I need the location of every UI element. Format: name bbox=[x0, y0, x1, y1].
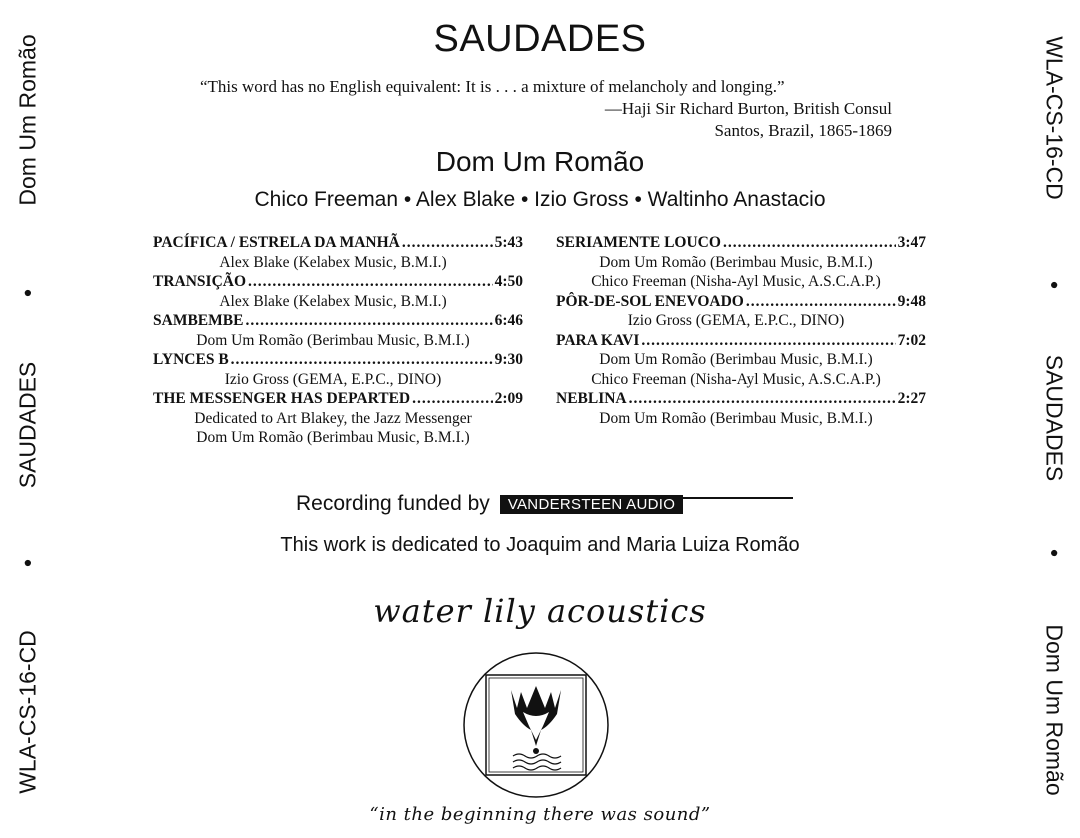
track-credit: Dom Um Romão (Berimbau Music, B.M.I.) bbox=[599, 351, 873, 368]
label-logo-text: water lily acoustics bbox=[373, 592, 707, 630]
dot-leader bbox=[402, 233, 493, 253]
track-title: SAMBEMBE bbox=[153, 312, 244, 329]
track-heading bbox=[556, 389, 926, 409]
track-title: SERIAMENTE LOUCO bbox=[556, 234, 721, 251]
track-duration: 6:46 bbox=[494, 312, 523, 329]
dot-leader bbox=[248, 272, 493, 292]
track-duration: 7:02 bbox=[897, 331, 926, 349]
spine-right-separator: • bbox=[1041, 280, 1068, 290]
track-credit: Chico Freeman (Nisha-Ayl Music, A.S.C.A.P.) bbox=[591, 370, 881, 388]
track-credit: Alex Blake (Kelabex Music, B.M.I.) bbox=[219, 253, 447, 271]
track-item bbox=[153, 272, 523, 311]
spine-left-artist: Dom Um Romão bbox=[14, 34, 41, 206]
track-duration: 9:48 bbox=[897, 292, 926, 310]
spine-right-title: SAUDADES bbox=[1041, 354, 1068, 482]
track-heading bbox=[153, 350, 523, 370]
track-duration: 9:30 bbox=[494, 351, 523, 368]
track-title: TRANSIÇÃO bbox=[153, 273, 247, 290]
spine-right-catalog: WLA-CS-16-CD bbox=[1041, 36, 1068, 200]
dot-leader bbox=[746, 292, 896, 312]
spine-right-artist: Dom Um Romão bbox=[1041, 624, 1068, 796]
dot-leader bbox=[723, 233, 896, 253]
spine-left-title: SAUDADES bbox=[14, 361, 41, 489]
track-heading bbox=[153, 233, 523, 253]
track-title: NEBLINA bbox=[556, 390, 627, 407]
right-spine bbox=[1020, 0, 1080, 838]
tracklist-left bbox=[153, 233, 523, 448]
dedication: This work is dedicated to Joaquim and Maria Luiza Romão bbox=[280, 534, 800, 556]
track-duration: 2:09 bbox=[494, 390, 523, 407]
track-credit: Dom Um Romão (Berimbau Music, B.M.I.) bbox=[196, 429, 470, 446]
dot-leader bbox=[641, 331, 895, 351]
musicians-list: Chico Freeman • Alex Blake • Izio Gross • Waltinho Anastacio bbox=[254, 188, 826, 211]
spine-right-separator: • bbox=[1041, 548, 1068, 558]
epigraph-quote bbox=[200, 76, 892, 142]
sponsor-badge: VANDERSTEEN AUDIO bbox=[500, 495, 683, 514]
track-credit: Izio Gross (GEMA, E.P.C., DINO) bbox=[627, 312, 845, 329]
artist-name: Dom Um Romão bbox=[435, 146, 645, 177]
dot-leader bbox=[231, 350, 493, 370]
funding-label: Recording funded by bbox=[296, 492, 490, 515]
track-heading bbox=[153, 389, 523, 409]
track-credit: Dom Um Romão (Berimbau Music, B.M.I.) bbox=[599, 253, 873, 271]
tracklist-right bbox=[556, 233, 926, 428]
track-heading bbox=[556, 233, 926, 253]
track-item bbox=[556, 331, 926, 390]
spine-left-catalog: WLA-CS-16-CD bbox=[14, 630, 41, 794]
track-title: PACÍFICA / ESTRELA DA MANHÃ bbox=[153, 234, 400, 251]
tagline: “in the beginning there was sound” bbox=[369, 804, 711, 825]
track-item bbox=[556, 389, 926, 428]
track-item bbox=[153, 350, 523, 389]
quote-text: “This word has no English equivalent: It is . . . a mixture of melancholy and longing.” bbox=[200, 77, 785, 96]
track-duration: 4:50 bbox=[494, 273, 523, 290]
spine-left-separator: • bbox=[14, 288, 41, 298]
track-credit: Alex Blake (Kelabex Music, B.M.I.) bbox=[219, 292, 447, 310]
water-lily-emblem-icon bbox=[461, 650, 611, 805]
track-title: LYNCES B bbox=[153, 351, 229, 368]
track-heading bbox=[556, 292, 926, 312]
funding-credit bbox=[296, 492, 793, 516]
track-duration: 2:27 bbox=[897, 390, 926, 407]
track-title: PARA KAVI bbox=[556, 331, 640, 349]
track-item bbox=[556, 292, 926, 331]
track-credit: Dom Um Romão (Berimbau Music, B.M.I.) bbox=[599, 409, 873, 427]
track-heading bbox=[556, 331, 926, 351]
track-duration: 5:43 bbox=[494, 234, 523, 251]
track-duration: 3:47 bbox=[897, 234, 926, 251]
dot-leader bbox=[629, 389, 896, 409]
track-credit: Chico Freeman (Nisha-Ayl Music, A.S.C.A.P.) bbox=[591, 273, 881, 290]
dot-leader bbox=[245, 311, 492, 331]
track-heading bbox=[153, 272, 523, 292]
track-title: PÔR-DE-SOL ENEVOADO bbox=[556, 292, 744, 310]
track-item bbox=[153, 389, 523, 448]
track-item bbox=[556, 233, 926, 292]
spine-left-separator: • bbox=[14, 558, 41, 568]
track-item bbox=[153, 233, 523, 272]
dot-leader bbox=[412, 389, 492, 409]
track-credit: Dedicated to Art Blakey, the Jazz Messenger bbox=[194, 409, 472, 427]
track-heading bbox=[153, 311, 523, 331]
album-title: SAUDADES bbox=[433, 18, 647, 60]
sponsor-rule bbox=[683, 497, 793, 499]
track-title: THE MESSENGER HAS DEPARTED bbox=[153, 390, 411, 407]
track-credit: Dom Um Romão (Berimbau Music, B.M.I.) bbox=[196, 331, 470, 349]
quote-attribution-place: Santos, Brazil, 1865-1869 bbox=[714, 121, 892, 140]
track-credit: Izio Gross (GEMA, E.P.C., DINO) bbox=[224, 370, 442, 388]
track-item bbox=[153, 311, 523, 350]
quote-attribution: —Haji Sir Richard Burton, British Consul bbox=[604, 99, 892, 118]
left-spine bbox=[0, 0, 60, 838]
